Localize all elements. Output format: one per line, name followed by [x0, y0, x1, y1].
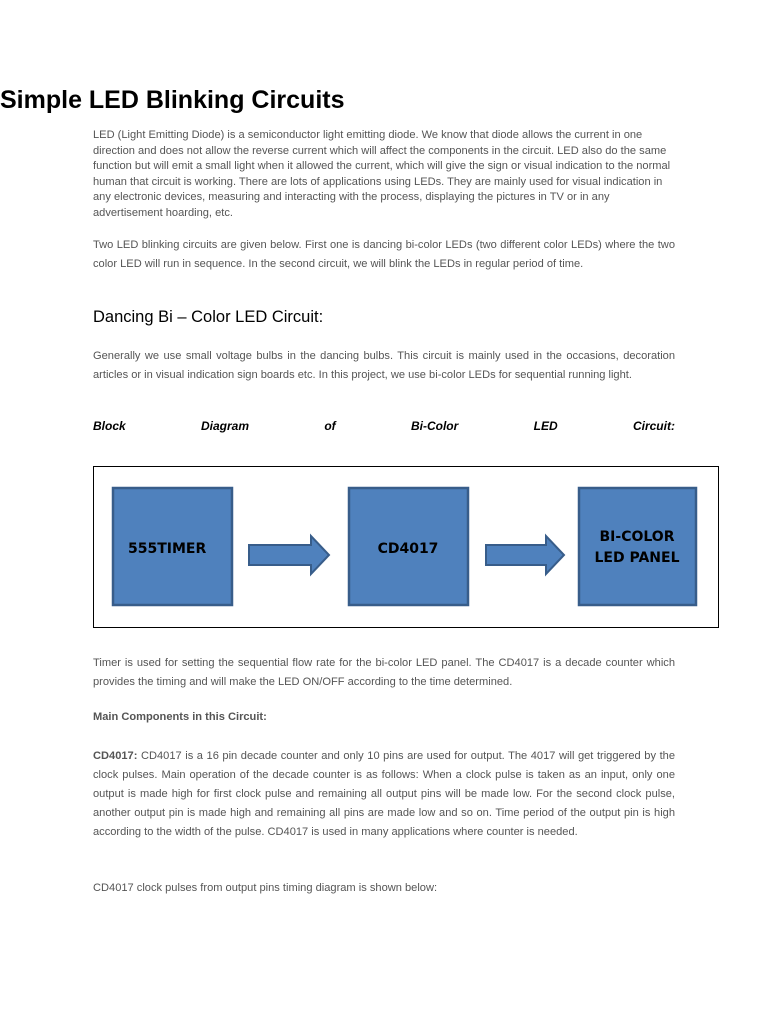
intro-paragraph: LED (Light Emitting Diode) is a semiconductor light emitting diode. We know that diode allows the current in one direction and does not allow the reverse current which will affect the components in the circuit. LED also do the same function but will emit a small light when it allowed the current, which will give the sign or visual indication to the normal human that circuit is working. There are lots of applications using LEDs. They are mainly used for visual indication in any electronic devices, measuring and interacting with the process, displaying the pictures in TV or in any advertisement hoarding, etc. — [93, 129, 671, 219]
block-diagram — [93, 466, 719, 628]
block-heading-word: of — [324, 419, 336, 433]
two-circuits-paragraph: Two LED blinking circuits are given below. First one is dancing bi-color LEDs (two different color LEDs) where the two color LED will run in sequence. In the second circuit, we will blink the LEDs in regular period of time. — [93, 239, 675, 270]
cd4017-paragraph — [93, 747, 675, 842]
arrow-icon — [249, 536, 329, 574]
timer-paragraph: Timer is used for setting the sequential flow rate for the bi-color LED panel. The CD4017 is a decade counter which provides the timing and will make the LED ON/OFF according to the time determined. — [93, 657, 675, 688]
block-heading-word: Block — [93, 419, 126, 433]
main-components-heading: Main Components in this Circuit: — [93, 711, 267, 723]
page-title: Simple LED Blinking Circuits — [0, 86, 345, 114]
led-panel-label-line1: BI-COLOR — [599, 529, 675, 545]
block-heading-word: Bi-Color — [410, 419, 459, 433]
section-heading: Dancing Bi – Color LED Circuit: — [93, 308, 324, 326]
generally-paragraph: Generally we use small voltage bulbs in the dancing bulbs. This circuit is mainly used in the occasions, decoration articles or in visual indication sign boards etc. In this project, we use bi-color LEDs for sequential running light. — [93, 350, 675, 381]
led-panel-label-line2: LED PANEL — [594, 550, 680, 566]
clock-paragraph: CD4017 clock pulses from output pins timing diagram is shown below: — [93, 882, 438, 894]
block-diagram-svg — [94, 467, 720, 629]
led-panel-block — [579, 488, 696, 605]
cd4017-text: CD4017 is a 16 pin decade counter and only 10 pins are used for output. The 4017 will get triggered by the clock pulses. Main operation of the decade counter is as follows: When a clock pulse is taken as an input, only one output is made high for first clock pulse and remaining all output pins will be made low. For the second clock pulse, another output pin is made high and remaining all pins are made low and so on. Time period of the output pin is high according to the width of the pulse. CD4017 is used in many applications where counter is needed. — [93, 750, 675, 838]
arrow-icon — [486, 536, 564, 574]
block-heading-word: Circuit: — [632, 419, 675, 433]
cd4017-label: CD4017: — [93, 750, 138, 762]
counter-block-label: CD4017 — [377, 541, 439, 557]
block-heading-word: LED — [533, 419, 558, 433]
timer-block-label: 555TIMER — [128, 541, 207, 557]
block-heading-word: Diagram — [201, 419, 250, 433]
block-diagram-heading — [93, 419, 675, 433]
